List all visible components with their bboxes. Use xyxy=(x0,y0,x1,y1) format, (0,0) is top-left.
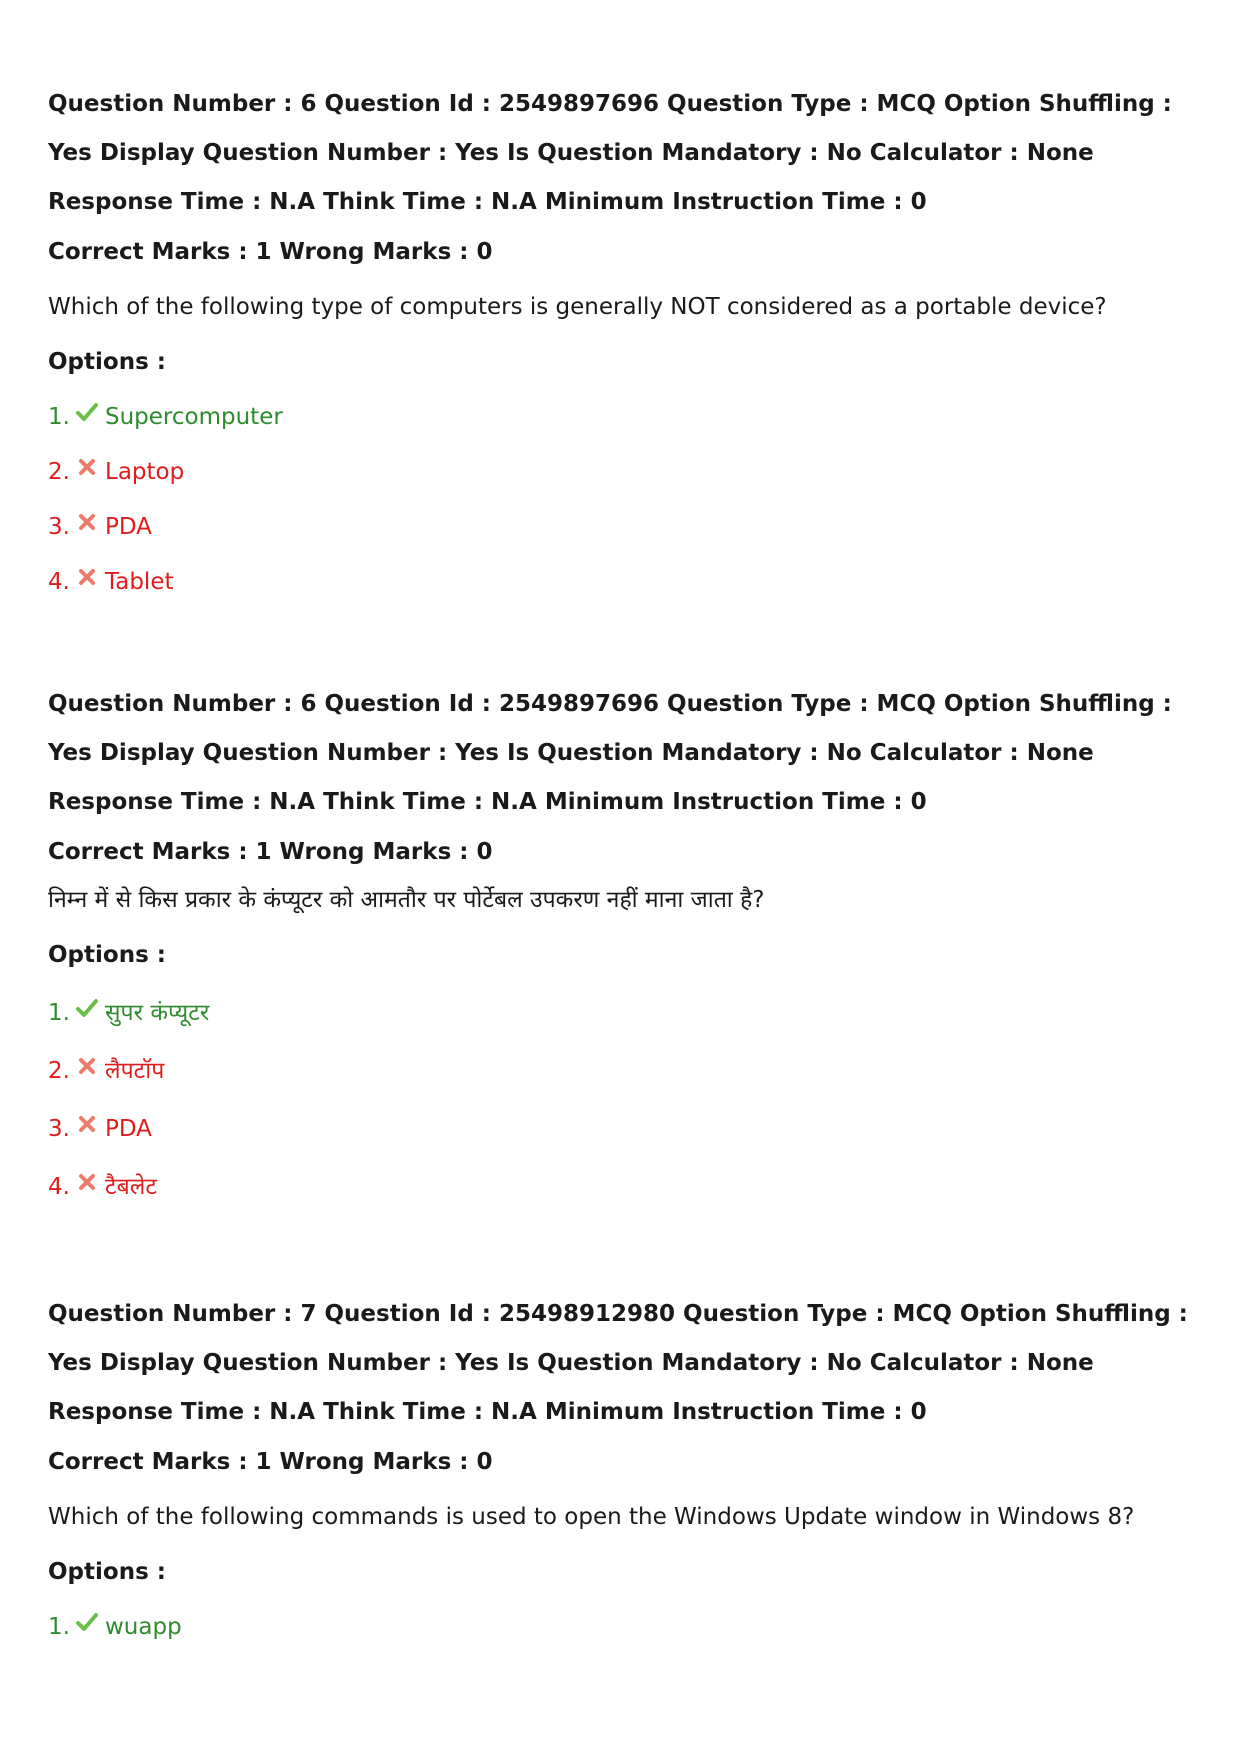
question-text: निम्न में से किस प्रकार के कंप्यूटर को आमतौर पर पोर्टेबल उपकरण नहीं माना जाता है? xyxy=(48,887,765,913)
question-text: Which of the following type of computers is generally NOT considered as a portable device? xyxy=(48,294,1107,320)
option-text: Supercomputer xyxy=(105,404,283,430)
question-marks: Correct Marks : 1 Wrong Marks : 0 xyxy=(48,839,493,865)
check-icon xyxy=(76,997,98,1019)
option-item xyxy=(48,457,1208,487)
option-number: 2. xyxy=(48,1058,70,1084)
option-text: सुपर कंप्यूटर xyxy=(105,1000,210,1026)
check-icon xyxy=(76,401,98,423)
options-list xyxy=(48,1612,1208,1642)
options-label: Options : xyxy=(48,942,166,968)
cross-icon xyxy=(76,511,98,533)
option-text: Tablet xyxy=(105,569,174,595)
question-meta: Question Number : 6 Question Id : 2549897696 Question Type : MCQ Option Shuffling : Yes Display Question Number : Yes Is Question Mandatory : No Calculator : None Response Time : N.A Think Time : N.A Minimum Instruction Time : 0 xyxy=(48,91,1172,215)
option-text: wuapp xyxy=(105,1614,182,1640)
option-number: 2. xyxy=(48,459,70,485)
options-list xyxy=(48,402,1208,597)
option-text: Laptop xyxy=(105,459,185,485)
option-number: 3. xyxy=(48,514,70,540)
cross-icon xyxy=(76,1113,98,1135)
question-marks: Correct Marks : 1 Wrong Marks : 0 xyxy=(48,1449,493,1475)
options-label: Options : xyxy=(48,1559,166,1585)
option-number: 4. xyxy=(48,1174,70,1200)
option-number: 1. xyxy=(48,1614,70,1640)
cross-icon xyxy=(76,1171,98,1193)
option-item xyxy=(48,1114,1208,1144)
option-item xyxy=(48,998,1208,1028)
question-marks: Correct Marks : 1 Wrong Marks : 0 xyxy=(48,239,493,265)
option-text: टैबलेट xyxy=(105,1174,157,1200)
option-number: 1. xyxy=(48,1000,70,1026)
option-item xyxy=(48,1612,1208,1642)
option-number: 4. xyxy=(48,569,70,595)
question-text: Which of the following commands is used to open the Windows Update window in Windows 8? xyxy=(48,1504,1135,1530)
option-text: PDA xyxy=(105,1116,152,1142)
cross-icon xyxy=(76,1055,98,1077)
option-number: 3. xyxy=(48,1116,70,1142)
option-text: PDA xyxy=(105,514,152,540)
option-item xyxy=(48,1172,1208,1202)
option-item xyxy=(48,512,1208,542)
question-block-1 xyxy=(48,80,1208,597)
cross-icon xyxy=(76,456,98,478)
options-label: Options : xyxy=(48,349,166,375)
check-icon xyxy=(76,1611,98,1633)
question-meta: Question Number : 7 Question Id : 25498912980 Question Type : MCQ Option Shuffling : Yes Display Question Number : Yes Is Question Mandatory : No Calculator : None Response Time : N.A Think Time : N.A Minimum Instruction Time : 0 xyxy=(48,1301,1188,1425)
cross-icon xyxy=(76,566,98,588)
question-meta: Question Number : 6 Question Id : 2549897696 Question Type : MCQ Option Shuffling : Yes Display Question Number : Yes Is Question Mandatory : No Calculator : None Response Time : N.A Think Time : N.A Minimum Instruction Time : 0 xyxy=(48,691,1172,815)
option-item xyxy=(48,567,1208,597)
question-block-2 xyxy=(48,680,1208,1202)
option-item xyxy=(48,1056,1208,1086)
option-text: लैपटॉप xyxy=(105,1058,165,1084)
question-block-3 xyxy=(48,1290,1208,1642)
options-list xyxy=(48,998,1208,1202)
option-item xyxy=(48,402,1208,432)
option-number: 1. xyxy=(48,404,70,430)
